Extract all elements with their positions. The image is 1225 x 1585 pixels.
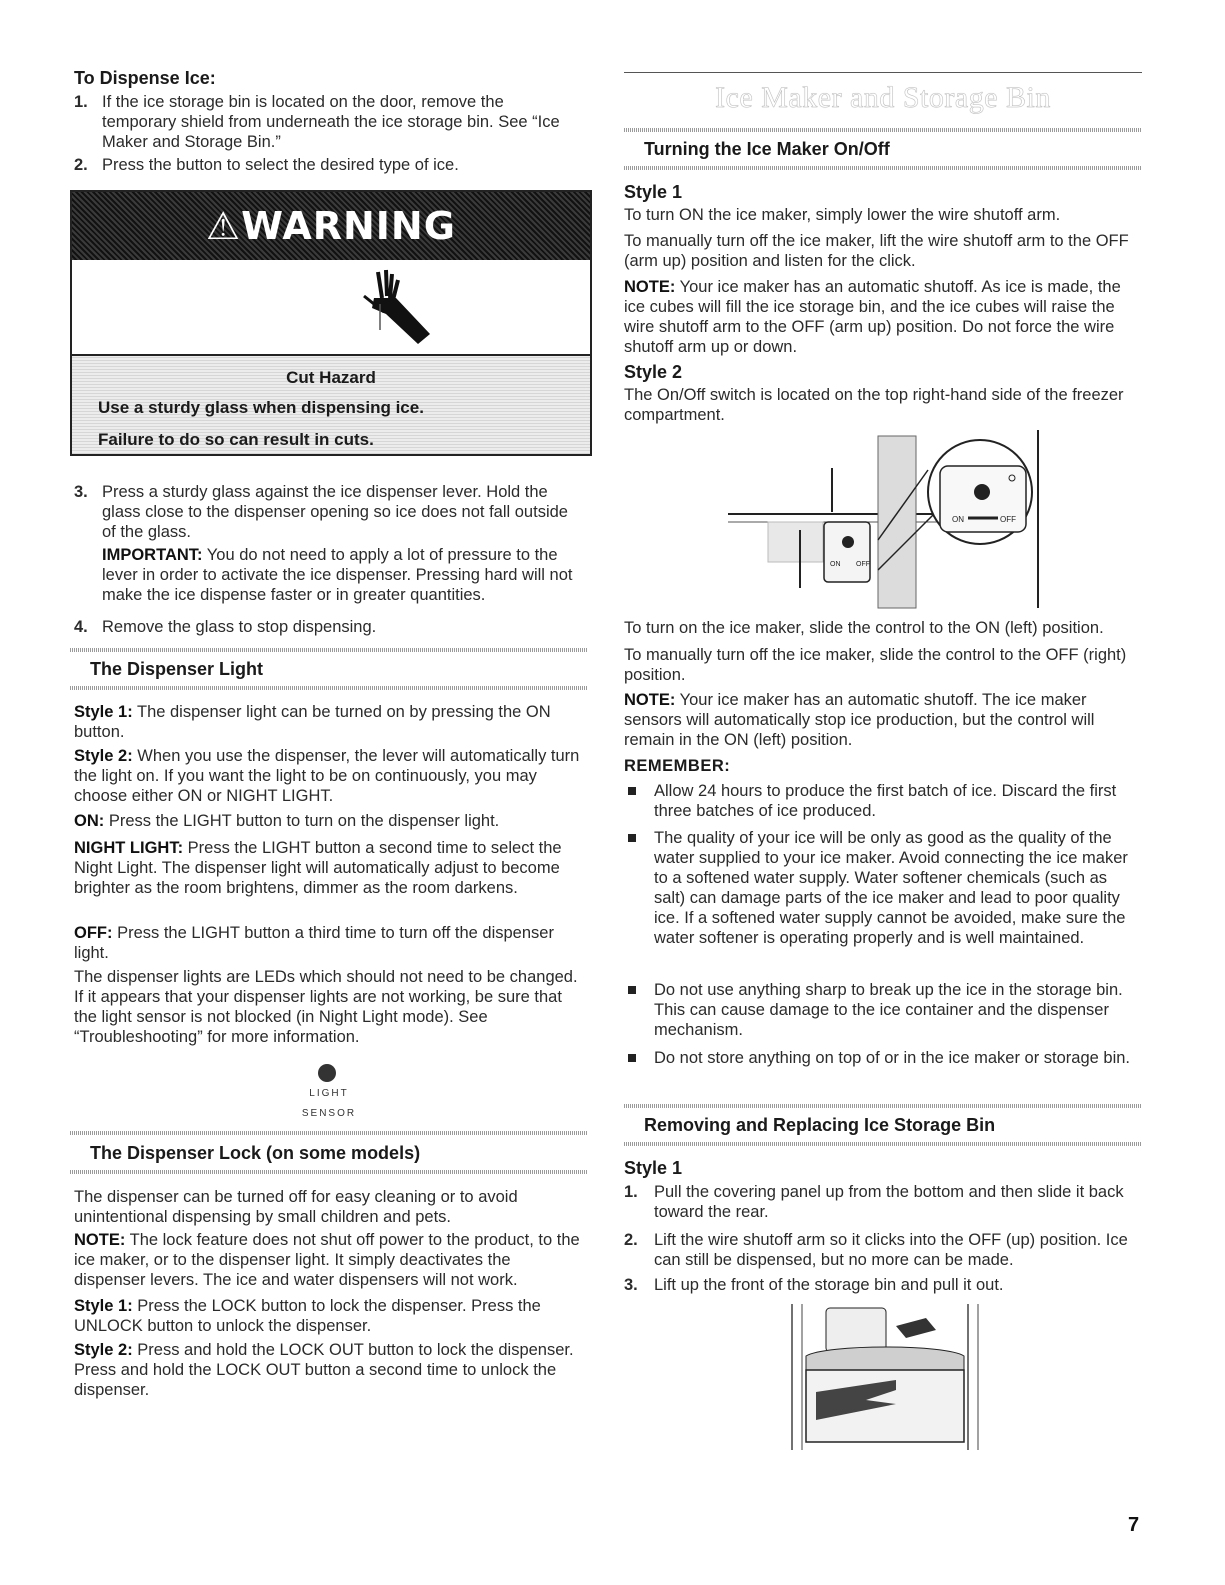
dispense-step-1: If the ice storage bin is located on the door, remove the temporary shield from underneath the ice storage bin. See “Ice Maker and Storage Bin.” — [102, 93, 560, 151]
turning-s1-note — [624, 277, 1140, 357]
turning-s2-p1: The On/Off switch is located on the top right-hand side of the freezer compartment. — [624, 386, 1124, 424]
style-text: Press and hold the LOCK OUT button to lock the dispenser. Press and hold the LOCK OUT button a second time to unlock the dispenser. — [74, 1341, 574, 1399]
note-text: Your ice maker has an automatic shutoff. The ice maker sensors will automatically stop ice production, but the control will remain in the ON (left) position. — [624, 691, 1095, 749]
important-text: You do not need to apply a lot of pressure to the lever in order to activate the ice dispenser. Pressing hard will not make the ice dispense faster or in greater quantities. — [102, 546, 573, 604]
note-label: NOTE: — [624, 278, 676, 296]
remember-item: Do not store anything on top of or in the ice maker or storage bin. — [654, 1049, 1131, 1067]
step-number: 3. — [624, 1276, 638, 1294]
on-off-switch-diagram — [728, 430, 1048, 610]
lock-style-2 — [74, 1340, 586, 1400]
dispense-step-3: Press a sturdy glass against the ice dispenser lever. Hold the glass close to the dispenser opening so ice does not fall outside of the glass. — [102, 483, 568, 541]
removing-step-1: Pull the covering panel up from the bottom and then slide it back toward the rear. — [654, 1183, 1124, 1221]
warning-line-1: Use a sturdy glass when dispensing ice. — [98, 398, 424, 417]
off-text: Press the LIGHT button a third time to turn off the dispenser light. — [74, 924, 554, 962]
light-off — [74, 923, 586, 963]
warning-box — [70, 190, 592, 456]
light-on — [74, 811, 586, 831]
cut-hazard-icon — [356, 268, 436, 348]
light-leds: The dispenser lights are LEDs which should not need to be changed. If it appears that your dispenser lights are not working, be sure that the light sensor is not blocked (in Night Light mode). See “Troubleshooting” for more information. — [74, 968, 578, 1046]
style-text: Press the LOCK button to lock the dispenser. Press the UNLOCK button to unlock the dispenser. — [74, 1297, 541, 1335]
note-text: Your ice maker has an automatic shutoff. As ice is made, the ice cubes will fill the ice storage bin, and the ice cubes will raise the wire shutoff arm to the OFF (arm up) position. Do not force the wire shutoff arm up or down. — [624, 278, 1121, 356]
section-rule — [624, 1104, 1142, 1108]
remember-item: Do not use anything sharp to break up the ice in the storage bin. This can cause damage to the ice container and the dispenser mechanism. — [654, 981, 1123, 1039]
ice-storage-bin-illustration — [786, 1304, 986, 1450]
remember-label: REMEMBER: — [624, 757, 731, 775]
light-style-1 — [74, 702, 586, 742]
section-title: Ice Maker and Storage Bin — [715, 81, 1051, 114]
remember-item: Allow 24 hours to produce the first batch of ice. Discard the first three batches of ice produced. — [654, 782, 1117, 820]
removing-step-3: Lift up the front of the storage bin and pull it out. — [654, 1276, 1004, 1294]
section-rule — [624, 128, 1142, 132]
step-number: 2. — [624, 1231, 638, 1249]
removing-title: Removing and Replacing Ice Storage Bin — [644, 1115, 996, 1135]
top-rule — [624, 72, 1142, 73]
bullet-icon — [628, 1054, 636, 1062]
style-1-heading: Style 1 — [624, 182, 683, 202]
diagram-off-small: OFF — [856, 561, 870, 568]
warning-header — [72, 192, 590, 260]
remember-item: The quality of your ice will be only as good as the quality of the water supplied to your ice maker. Avoid connecting the ice maker to a softened water supply. Water softener chemicals (such as salt) can damage parts of the ice maker and lead to poor quality ice. If a softened water supply cannot be avoided, make sure the water softener is operating properly and is well maintained. — [654, 829, 1128, 947]
step-number: 1. — [74, 93, 88, 111]
style-label: Style 1: — [74, 1297, 133, 1315]
dispense-ice-title: To Dispense Ice: — [74, 68, 216, 88]
bullet-icon — [628, 834, 636, 842]
warning-title: ⚠WARNING — [206, 204, 456, 248]
night-light-label: NIGHT LIGHT: — [74, 839, 184, 857]
bullet-icon — [628, 986, 636, 994]
light-night — [74, 838, 586, 898]
bullet-icon — [628, 787, 636, 795]
step-number: 2. — [74, 156, 88, 174]
note-label: NOTE: — [74, 1231, 126, 1249]
lock-note — [74, 1230, 586, 1290]
dispenser-lock-title: The Dispenser Lock (on some models) — [90, 1143, 421, 1163]
style-label: Style 2: — [74, 747, 133, 765]
on-text: Press the LIGHT button to turn on the dispenser light. — [104, 812, 500, 830]
page-number: 7 — [1128, 1514, 1140, 1536]
warning-message — [72, 354, 590, 454]
style-2-heading: Style 2 — [624, 362, 683, 382]
section-rule — [70, 1170, 588, 1174]
important-note — [102, 545, 586, 605]
turning-s2-p3: To manually turn off the ice maker, slide the control to the OFF (right) position. — [624, 646, 1127, 684]
step-number: 1. — [624, 1183, 638, 1201]
style-text: When you use the dispenser, the lever will automatically turn the light on. If you want the light to be on continuously, you may choose either ON or NIGHT LIGHT. — [74, 747, 580, 805]
sensor-dot-icon — [318, 1064, 336, 1082]
turning-s1-p2: To manually turn off the ice maker, lift the wire shutoff arm to the OFF (arm up) position and listen for the click. — [624, 232, 1129, 270]
turning-s2-p2: To turn on the ice maker, slide the control to the ON (left) position. — [624, 619, 1104, 637]
section-rule — [624, 1142, 1142, 1146]
style-text: The dispenser light can be turned on by pressing the ON button. — [74, 703, 551, 741]
removing-step-2: Lift the wire shutoff arm so it clicks into the OFF (up) position. Ice can still be dispensed, but no more can be made. — [654, 1231, 1128, 1269]
warning-line-2: Failure to do so can result in cuts. — [98, 430, 374, 449]
style-label: Style 2: — [74, 1341, 133, 1359]
note-label: NOTE: — [624, 691, 676, 709]
note-text: The lock feature does not shut off power to the product, to the ice maker, or to the dispenser light. It simply deactivates the dispenser levers. The ice and water dispensers will not work. — [74, 1231, 580, 1289]
diagram-off-label: OFF — [1000, 515, 1016, 524]
turning-s2-note — [624, 690, 1140, 750]
dispenser-light-title: The Dispenser Light — [90, 659, 264, 679]
lock-style-1 — [74, 1296, 586, 1336]
light-style-2 — [74, 746, 586, 806]
turning-s1-p1: To turn ON the ice maker, simply lower the wire shutoff arm. — [624, 206, 1061, 224]
sensor-label: LIGHT SENSOR — [301, 1088, 357, 1119]
on-label: ON: — [74, 812, 105, 830]
section-rule — [624, 166, 1142, 170]
diagram-on-small: ON — [830, 561, 841, 568]
diagram-on-label: ON — [952, 515, 964, 524]
lock-intro: The dispenser can be turned off for easy cleaning or to avoid unintentional dispensing by small children and pets. — [74, 1188, 518, 1226]
light-sensor-illustration — [288, 1050, 368, 1119]
section-rule — [70, 686, 588, 690]
section-rule — [70, 648, 588, 652]
important-label: IMPORTANT: — [102, 546, 203, 564]
step-number: 4. — [74, 618, 88, 636]
step-number: 3. — [74, 483, 88, 501]
night-light-text: Press the LIGHT button a second time to select the Night Light. The dispenser light will automatically adjust to become brighter as the room brightens, dimmer as the room darkens. — [74, 839, 562, 897]
off-label: OFF: — [74, 924, 113, 942]
dispense-step-2: Press the button to select the desired type of ice. — [102, 156, 459, 174]
section-rule — [70, 1131, 588, 1135]
dispense-step-4: Remove the glass to stop dispensing. — [102, 618, 377, 636]
style-label: Style 1: — [74, 703, 133, 721]
removing-style-1-heading: Style 1 — [624, 1158, 683, 1178]
turning-title: Turning the Ice Maker On/Off — [644, 139, 890, 159]
warning-hazard-label: Cut Hazard — [286, 368, 376, 387]
